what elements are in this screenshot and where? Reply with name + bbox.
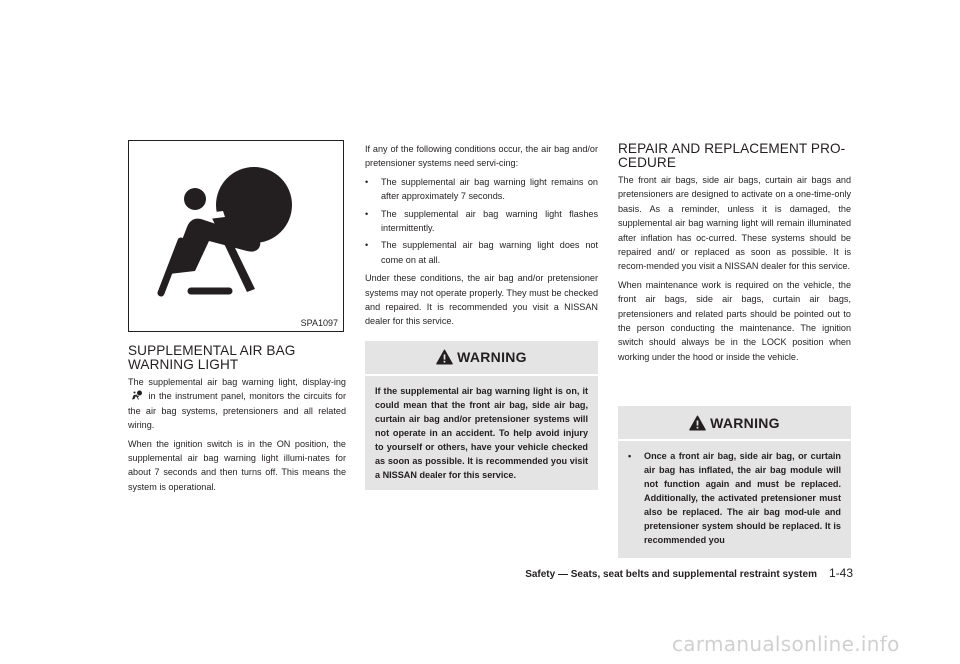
watermark: carmanualsonline.info xyxy=(672,632,900,656)
list-item-text: The supplemental air bag warning light does not come on at all. xyxy=(381,240,598,265)
warning-title: WARNING xyxy=(710,414,780,431)
list-item xyxy=(365,238,598,267)
warning-title: WARNING xyxy=(457,349,527,366)
list-item-text: The supplemental air bag warning light remains on after approximately 7 seconds. xyxy=(381,176,598,202)
airbag-warning-icon xyxy=(129,141,343,331)
paragraph-conditions-intro: If any of the following conditions occur, the air bag and/or pretensioner systems need servi-cing: xyxy=(365,144,598,169)
section-heading-warning-light: SUPPLEMENTAL AIR BAG WARNING LIGHT xyxy=(128,343,296,372)
bullet-marker: • xyxy=(628,451,632,461)
warning-list xyxy=(628,449,841,547)
warning-box xyxy=(365,341,598,490)
warning-triangle-icon xyxy=(436,349,453,365)
column-left xyxy=(128,140,346,498)
warning-box xyxy=(618,406,851,558)
warning-text xyxy=(618,441,851,555)
list-item xyxy=(628,449,841,547)
warning-text: If the supplemental air bag warning light is on, it could mean that the front air bag, side air bag, curtain air bag and/or pretensioner systems will not operate in an accident. To help avoid injury to yourself or others, have your vehicle checked as soon as possible. It is recommended you visit a NISSAN dealer for this service. xyxy=(375,385,588,480)
footer-section-title: Safety — Seats, seat belts and supplemental restraint system xyxy=(525,569,817,580)
paragraph-ignition-on: When the ignition switch is in the ON position, the supplemental air bag warning light illumi-nates for about 7 seconds and then turns off. This means the system is operational. xyxy=(128,438,346,492)
airbag-figure xyxy=(128,140,344,332)
list-item xyxy=(365,207,598,236)
paragraph-conditions-after: Under these conditions, the air bag and/or pretensioner systems may not operate properly. They must be checked and repaired. It is recommended you visit a NISSAN dealer for this service. xyxy=(365,273,598,327)
figure-id: SPA1097 xyxy=(300,318,338,328)
conditions-list xyxy=(365,175,598,267)
list-item-text: The supplemental air bag warning light flashes intermittently. xyxy=(381,208,598,234)
page-number: 1-43 xyxy=(828,566,853,580)
bullet-marker: • xyxy=(365,240,369,251)
paragraph-text: in the instrument panel, monitors the circuits for the air bag systems, pretensioners and all related wiring. xyxy=(128,391,346,431)
section-heading-repair: REPAIR AND REPLACEMENT PRO-CEDURE xyxy=(618,141,846,170)
airbag-inline-icon xyxy=(130,390,143,400)
list-item-text: Once a front air bag, side air bag, or curtain air bag has inflated, the air bag module will not function again and must be replaced. Additionally, the activated pretensioner must also be replaced. The air bag mod-ule and pretensioner system should be replaced. It is recommended you xyxy=(644,451,841,545)
paragraph-text: The supplemental air bag warning light, display-ing xyxy=(128,377,346,387)
warning-triangle-icon xyxy=(689,415,706,431)
warning-header xyxy=(618,406,851,441)
paragraph-maintenance: When maintenance work is required on the vehicle, the front air bags, side air bags, curtain air bags, pretensioners and related parts should be pointed out to the person conducting the maintenance. The ignition switch should always be in the LOCK position when working under the hood or inside the vehicle. xyxy=(618,279,851,362)
paragraph-repair-one-time: The front air bags, side air bags, curtain air bags and pretensioners are designed to activate on a one-time-only basis. As a reminder, unless it is damaged, the supplemental air bag warning light will remain illuminated after inflation has oc-curred. These systems should be repaired and/ or replaced as soon as possible. It is recom-mended you visit a NISSAN dealer for this service. xyxy=(618,175,851,272)
column-right xyxy=(618,142,851,368)
list-item xyxy=(365,175,598,204)
column-middle xyxy=(365,142,598,490)
paragraph-warning-light-intro xyxy=(128,375,346,433)
bullet-marker: • xyxy=(365,208,369,219)
warning-header xyxy=(365,341,598,376)
page-footer xyxy=(478,566,853,580)
bullet-marker: • xyxy=(365,176,369,187)
